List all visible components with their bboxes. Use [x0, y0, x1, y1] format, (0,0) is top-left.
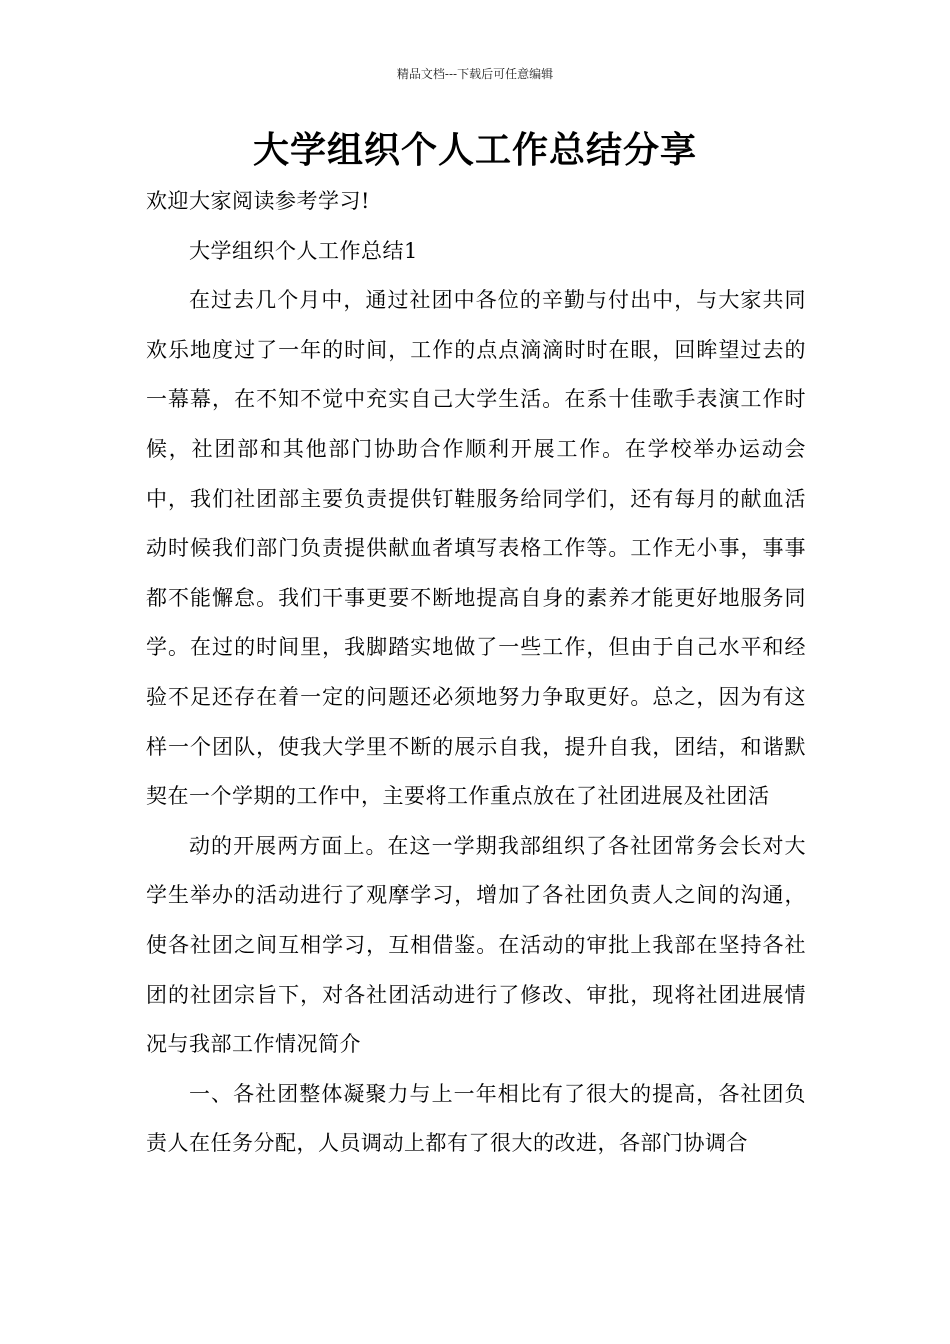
header-note: 精品文档---下载后可任意编辑 — [396, 67, 554, 81]
body-paragraph: 在过去几个月中，通过社团中各位的辛勤与付出中，与大家共同欢乐地度过了一年的时间，工作的点点滴滴时时在眼，回眸望过去的一幕幕，在不知不觉中充实自己大学生活。在系十佳歌手表演工作时候，社团部和其他部门协助合作顺利开展工作。在学校举办运动会中，我们社团部主要负责提供钉鞋服务给同学们，还有每月的献血活动时候我们部门负责提供献血者填写表格工作等。工作无小事，事事都不能懈怠。我们干事更要不断地提高自身的素养才能更好地服务同学。在过的时间里，我脚踏实地做了一些工作，但由于自己水平和经验不足还存在着一定的问题还必须地努力争取更好。总之，因为有这样一个团队，使我大学里不断的展示自我，提升自我，团结，和谐默契在一个学期的工作中，主要将工作重点放在了社团进展及社团活 — [146, 288, 806, 809]
section-heading: 大学组织个人工作总结1 — [189, 238, 418, 263]
document-title: 大学组织个人工作总结分享 — [252, 130, 697, 171]
body-paragraph: 一、各社团整体凝聚力与上一年相比有了很大的提高，各社团负责人在任务分配，人员调动上都有了很大的改进，各部门协调合 — [146, 1081, 806, 1156]
document-body — [146, 177, 806, 1169]
greeting-paragraph: 欢迎大家阅读参考学习! — [146, 189, 370, 213]
body-paragraph: 动的开展两方面上。在这一学期我部组织了各社团常务会长对大学生举办的活动进行了观摩学习，增加了各社团负责人之间的沟通，使各社团之间互相学习，互相借鉴。在活动的审批上我部在坚持各社团的社团宗旨下，对各社团活动进行了修改、审批，现将社团进展情况与我部工作情况简介 — [146, 833, 806, 1057]
